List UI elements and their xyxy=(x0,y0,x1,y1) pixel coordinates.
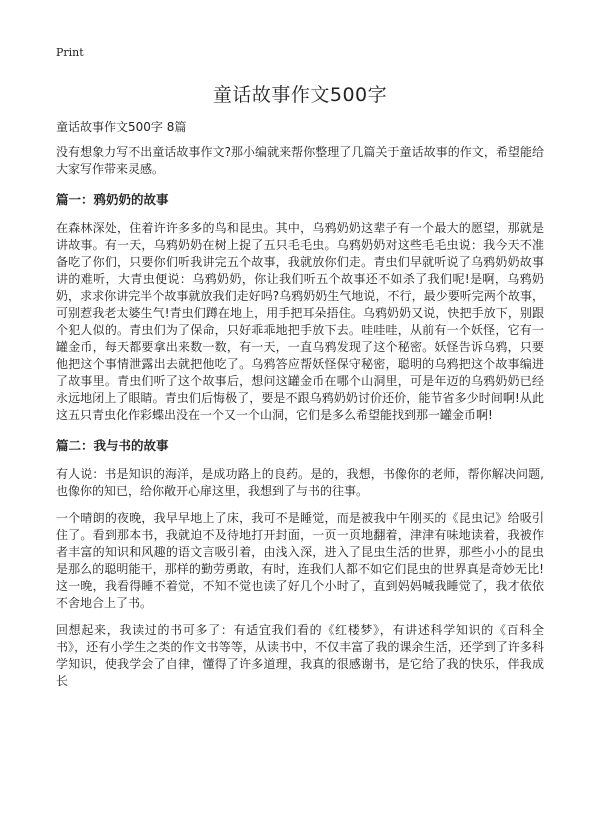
page-title: 童话故事作文500字 xyxy=(212,84,388,106)
section-title: 我与书的故事 xyxy=(93,438,169,453)
section-title: 鸦奶奶的故事 xyxy=(93,192,169,207)
section-label: 篇一： xyxy=(56,192,94,207)
section-heading-1 xyxy=(56,192,544,208)
body-paragraph: 回想起来，我读过的书可多了：有适宜我们看的《红楼梦》，有讲述科学知识的《百科全书》，还有小学生之类的作文书等等，从读书中，不仅丰富了我的课余生活，还学到了许多科学知识，使我学会了自律，懂得了许多道理，我真的很感谢书，是它给了我的快乐，伴我成长 xyxy=(56,623,544,688)
print-link[interactable]: Print xyxy=(56,46,84,59)
intro-paragraph: 没有想象力写不出童话故事作文?那小编就来帮你整理了几篇关于童话故事的作文，希望能给大家写作带来灵感。 xyxy=(56,145,544,176)
body-paragraph: 一个晴朗的夜晚，我早早地上了床，我可不是睡觉，而是被我中午刚买的《昆虫记》给吸引住了。看到那本书，我就迫不及待地打开封面，一页一页地翻着，津津有味地读着，我被作者丰富的知识和风趣的语文言吸引着，由浅入深，进入了昆虫生活的世界，那些小小的昆虫是那么的聪明能干，那样的勤劳勇敢，有时，连我们人都不如它们昆虫的世界真是奇妙无比!这一晚，我看得睡不着觉，不知不觉也读了好几个小时了，直到妈妈喊我睡觉了，我才依依不舍地合上了书。 xyxy=(56,511,544,610)
article-body xyxy=(56,118,544,700)
section-label: 篇二： xyxy=(56,438,94,453)
section-heading-2 xyxy=(56,438,544,454)
body-paragraph: 在森林深处，住着许许多多的鸟和昆虫。其中，乌鸦奶奶这辈子有一个最大的愿望，那就是讲故事。有一天，乌鸦奶奶在树上捉了五只毛毛虫。乌鸦奶奶对这些毛毛虫说：我今天不准备吃了你们，只要你们听我讲完五个故事，我就放你们走。青虫们早就听说了乌鸦奶奶故事讲的难听，大青虫便说：乌鸦奶奶，你让我们听五个故事还不如杀了我们呢!是啊，乌鸦奶奶，求求你讲完半个故事就放我们走好吗?乌鸦奶奶生气地说，不行，最少要听完两个故事，可别惹我老太婆生气!青虫们蹲在地上，用手把耳朵捂住。乌鸦奶奶又说，快把手放下，别跟个犯人似的。青虫们为了保命，只好乖乖地把手放下去。哇哇哇，从前有一个妖怪，它有一罐金币，每天都要拿出来数一数，有一天，一直乌鸦发现了这个秘密。妖怪告诉乌鸦，只要他把这个事情泄露出去就把他吃了。乌鸦答应帮妖怪保守秘密，聪明的乌鸦把这个故事编进了故事里。青虫们听了这个故事后，想问这罐金币在哪个山洞里，可是年迈的乌鸦奶奶已经永远地闭上了眼睛。青虫们后悔极了，要是不跟乌鸦奶奶讨价还价，能节省多少时间啊!从此这五只青虫化作彩蝶出没在一个又一个山洞，它们是多么希望能找到那一罐金币啊! xyxy=(56,221,544,422)
article-subtitle: 童话故事作文500字 8篇 xyxy=(56,120,187,134)
body-paragraph: 有人说：书是知识的海洋，是成功路上的良药。是的，我想，书像你的老师，帮你解决问题,也像你的知已，给你敞开心扉这里，我想到了与书的往事。 xyxy=(56,467,544,498)
